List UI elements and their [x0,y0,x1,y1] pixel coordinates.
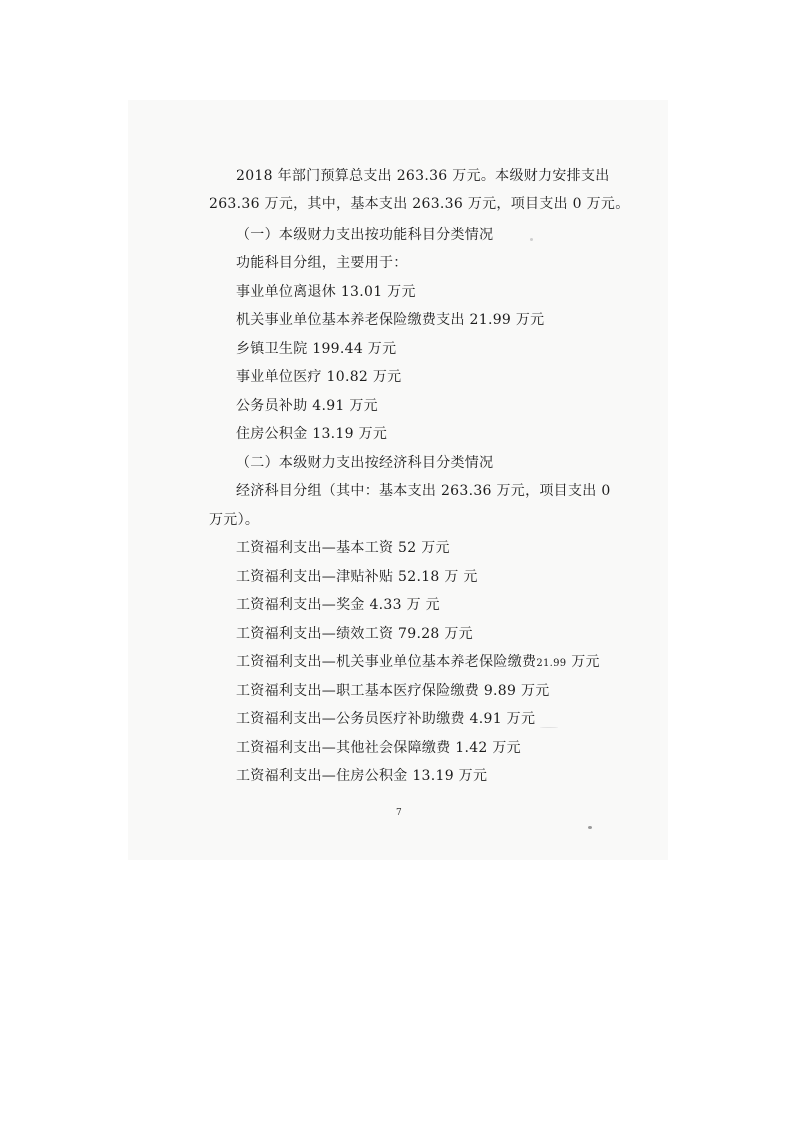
text-line-1: 2018 年部门预算总支出 263.36 万元。本级财力安排支出 [236,168,610,184]
text-line-12: 经济科目分组（其中：基本支出 263.36 万元，项目支出 0 [236,483,611,499]
text-line-6: 机关事业单位基本养老保险缴费支出 21.99 万元 [236,312,545,328]
text-line-15: 工资福利支出—津贴补贴 52.18 万 元 [236,569,478,585]
text-line-18 [236,653,600,673]
section-heading-functional: （一）本级财力支出按功能科目分类情况 [236,227,494,243]
text-line-2: 263.36 万元，其中，基本支出 263.36 万元，项目支出 0 万元。 [209,196,630,212]
text-line-20: 工资福利支出—公务员医疗补助缴费 4.91 万元 [236,711,536,727]
text-line-16: 工资福利支出—奖金 4.33 万 元 [236,597,440,613]
scan-streak [540,727,558,728]
page-number: 7 [396,808,402,818]
text-line-10: 住房公积金 13.19 万元 [236,426,388,442]
scan-speck [530,238,533,241]
text-line-17: 工资福利支出—绩效工资 79.28 万元 [236,626,473,642]
text-line-22: 工资福利支出—住房公积金 13.19 万元 [236,768,488,784]
scan-speck [588,826,592,829]
section-heading-economic: （二）本级财力支出按经济科目分类情况 [236,455,494,471]
text-line-14: 工资福利支出—基本工资 52 万元 [236,540,450,556]
text-line-7: 乡镇卫生院 199.44 万元 [236,341,397,357]
text-line-5: 事业单位离退休 13.01 万元 [236,284,416,300]
text-line-9: 公务员补助 4.91 万元 [236,398,378,414]
pension-amount: 21.99 [536,658,567,669]
text-line-19: 工资福利支出—职工基本医疗保险缴费 9.89 万元 [236,683,550,699]
text-line-18-label: 工资福利支出—机关事业单位基本养老保险缴费 [236,654,537,670]
text-line-13: 万元）。 [209,512,260,528]
text-line-4: 功能科目分组，主要用于： [236,255,408,271]
text-line-21: 工资福利支出—其他社会保障缴费 1.42 万元 [236,740,521,756]
text-line-8: 事业单位医疗 10.82 万元 [236,369,402,385]
pension-unit: 万元 [571,654,600,670]
